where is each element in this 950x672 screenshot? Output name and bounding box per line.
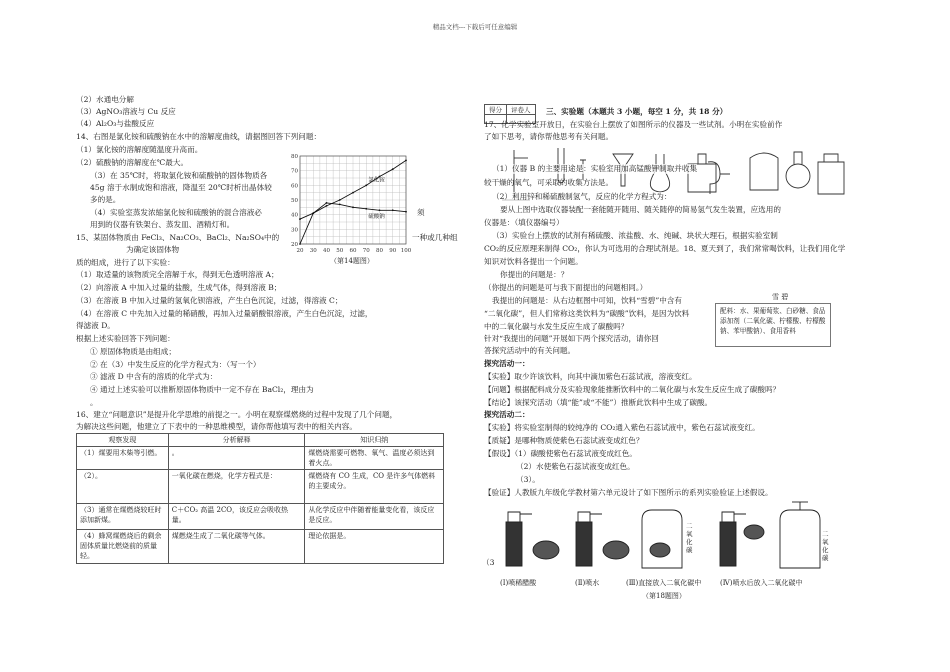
page-header: 精品文档---下载后可任意编辑 bbox=[432, 23, 518, 31]
data-point bbox=[352, 192, 354, 194]
data-point bbox=[365, 208, 367, 210]
text-line: 质的组成，进行了以下实验： bbox=[76, 258, 175, 267]
text-line: （1）氯化铵的溶解度随温度升高而。 bbox=[76, 145, 203, 154]
table-cell: 一氧化碳在燃烧，化学方程式是： bbox=[168, 470, 305, 504]
text-line: 较干燥的氧气，可采取的收集方法是。 bbox=[484, 178, 614, 187]
ingredient-box: 配料：水、果葡萄浆、白砂糖、食品添加剂（二氧化碳、柠檬酸、柠檬酸钠、苯甲酸钠）、食用香料 bbox=[715, 303, 831, 347]
x-tick-label: 60 bbox=[349, 248, 357, 254]
spray-bottle-icon bbox=[506, 512, 532, 566]
round-flask-icon bbox=[786, 152, 810, 188]
spray-bottle-icon bbox=[720, 512, 746, 566]
text-line: （1）仪器 B 的主要用途是：实验室用加高锰酸钾制取并收集 bbox=[492, 164, 698, 173]
text-line: 15、某固体物质由 FeCl₃、Na₂CO₃、BaCl₂、Na₂SO₄中的 bbox=[76, 233, 280, 242]
text-line: 针对“我提出的问题”开展如下两个探究活动，请你回 bbox=[484, 334, 659, 343]
paper-flower-icon bbox=[603, 541, 629, 559]
reagent-bottle-icon bbox=[818, 154, 844, 194]
text-line: 探究活动二： bbox=[484, 410, 530, 419]
data-point bbox=[405, 211, 407, 213]
table-cell: （1）煤要用木柴等引燃。 bbox=[77, 447, 169, 470]
score-cell: 得分 bbox=[485, 105, 507, 115]
y-tick-label: 80 bbox=[291, 154, 298, 160]
text-line: （2）向溶液 A 中加入过量的盐酸，生成气体，得到溶液 B； bbox=[76, 283, 282, 292]
y-tick-label: 20 bbox=[291, 242, 298, 248]
experiment-caption: (Ⅲ)直接放入二氧化碳中 bbox=[626, 579, 702, 587]
score-cell: 评卷人 bbox=[507, 105, 536, 115]
text-line: （3）实验台上摆放的试剂有稀硫酸、浓盐酸、水、纯碱、块状大理石，根据实验室制 bbox=[492, 231, 778, 240]
x-tick-label: 20 bbox=[296, 248, 304, 254]
text-line: 【质疑】是哪种物质使紫色石蕊试液变成红色？ bbox=[484, 436, 644, 445]
text-line: （4）在溶液 C 中先加入过量的稀硝酸，再加入过量硝酸银溶液，产生白色沉淀，过滤， bbox=[76, 309, 373, 318]
gas-label: 二氧化碳 bbox=[822, 530, 829, 562]
table-header: 观察发现 bbox=[77, 434, 169, 447]
text-line: 仪器是：（填仪器编号） bbox=[484, 218, 564, 227]
text-line: 16、建立“问题意识”是提升化学思维的前提之一。小明在观察煤燃烧的过程中发现了几个问题， bbox=[76, 410, 398, 419]
text-line: 【假设】（1）碳酸使紫色石蕊试液变成红色。 bbox=[484, 449, 637, 458]
side-text: 一种或几种组 bbox=[412, 233, 458, 242]
observation-table bbox=[76, 433, 444, 564]
table-cell: 煤燃烧生成了二氧化碳等气体。 bbox=[168, 530, 305, 564]
text-line: 为确定该固体物 bbox=[126, 245, 180, 254]
table-row bbox=[77, 470, 444, 504]
text-line: 45g 溶于水制成饱和溶液，降温至 20℃时析出晶体较 bbox=[90, 183, 272, 192]
gas-jar-icon bbox=[750, 153, 778, 190]
experiment-caption: (Ⅱ)喷水 bbox=[575, 579, 600, 587]
paper-flower-icon bbox=[744, 525, 764, 539]
data-point bbox=[365, 184, 367, 186]
text-line: 。 bbox=[90, 398, 98, 407]
text-line: （3）在 35℃时，将取氯化铵和硫酸钠的固体物质各 bbox=[90, 171, 268, 180]
x-tick-label: 70 bbox=[362, 248, 370, 254]
text-line: 【结论】该探究活动（填“能”或“不能”）推断此饮料中生成了碳酸。 bbox=[484, 398, 713, 407]
ingredient-title: 雪 碧 bbox=[772, 293, 789, 301]
x-tick-label: 30 bbox=[309, 248, 317, 254]
table-header-row bbox=[77, 434, 444, 447]
text-line: 知识对饮料各提出一个问题。 bbox=[484, 257, 583, 266]
x-tick-label: 100 bbox=[400, 248, 412, 254]
chart-caption: （第14题图） bbox=[330, 257, 374, 265]
series-label: 氯化铵 bbox=[368, 177, 385, 184]
y-tick-label: 60 bbox=[291, 183, 298, 190]
table-cell: （3）通常在煤燃烧较旺时添加新煤。 bbox=[77, 504, 169, 530]
table-cell: （2）。 bbox=[77, 470, 169, 504]
table-row bbox=[77, 447, 444, 470]
data-point bbox=[392, 168, 394, 170]
text-line: 我提出的问题是：从右边框图中可知，饮料“雪碧”中含有 bbox=[492, 296, 683, 305]
text-line: 根据上述实验回答下列问题： bbox=[76, 334, 175, 343]
data-point bbox=[405, 160, 407, 162]
text-line: “二氧化碳”，但人们常称这类饮料为“碳酸”饮料，是因为饮料 bbox=[484, 309, 690, 318]
text-line: CO₂的反应原理来制得 CO₂，你认为可选用的合理试剂是。18、夏天到了，我们常常喝饮料，让我们用化学 bbox=[484, 244, 846, 253]
text-line: 中的二氧化碳与水发生反应生成了碳酸吗？ bbox=[484, 322, 629, 331]
x-tick-label: 80 bbox=[376, 248, 383, 254]
text-line: （2）水使紫色石蕊试液变成红色。 bbox=[516, 462, 635, 471]
paper-flower-icon bbox=[533, 541, 559, 559]
data-point bbox=[299, 218, 301, 220]
text-line: ② 在（3）中发生反应的化学方程式为：（写一个） bbox=[90, 360, 261, 369]
text-line: （2）水通电分解 bbox=[76, 95, 134, 104]
text-line: （2）硫酸钠的溶解度在℃最大。 bbox=[76, 158, 189, 167]
x-tick-label: 50 bbox=[336, 248, 344, 254]
text-line: （你提出的问题是可与我下面提出的问题相同。） bbox=[484, 283, 648, 292]
chart-grid bbox=[300, 156, 406, 244]
y-tick-label: 30 bbox=[291, 227, 298, 234]
figure-caption: （第18题图） bbox=[642, 592, 686, 600]
text-line: （1）取适量的该物质完全溶解于水，得到无色透明溶液 A； bbox=[76, 270, 279, 279]
table-cell: （4）蜂窝煤燃烧后的剩余固体质量比燃烧前的质量轻。 bbox=[77, 530, 169, 564]
table-cell: 。 bbox=[168, 447, 305, 470]
data-point bbox=[312, 212, 314, 214]
text-line: （4）实验室蒸发浓缩氯化铵和硫酸钠的混合溶液必 bbox=[90, 208, 262, 217]
side-text: 须 bbox=[417, 208, 425, 217]
separatory-funnel-icon bbox=[708, 162, 730, 194]
y-tick-label: 70 bbox=[291, 168, 298, 175]
text-line: 你提出的问题是：？ bbox=[500, 270, 569, 279]
text-line: 要从上图中选取仪器装配一套能随开随用、随关随停的简易氢气发生装置，应选用的 bbox=[500, 205, 781, 214]
text-line: 【实验】将实验室制得的较纯净的 CO₂通入紫色石蕊试液中，紫色石蕊试液变红。 bbox=[484, 423, 760, 432]
solubility-chart bbox=[284, 150, 416, 260]
text-line: ① 原固体物质是由组成； bbox=[90, 347, 176, 356]
text-line: 多的是。 bbox=[90, 195, 121, 204]
data-point bbox=[339, 204, 341, 206]
section-title: 三、实验题（本题共 3 小题，每空 1 分，共 18 分） bbox=[546, 107, 728, 116]
table-cell: 煤燃烧有 CO 生成，CO 是许多气体燃料的主要成分。 bbox=[305, 470, 444, 504]
data-point bbox=[326, 202, 328, 204]
table-header: 分析解释 bbox=[168, 434, 305, 447]
table-cell: 煤燃烧需要可燃物、氧气、温度必须达到着火点。 bbox=[305, 447, 444, 470]
text-line: 得滤液 D。 bbox=[76, 321, 115, 330]
text-line: （2）利用锌和稀硫酸制氢气，反应的化学方程式为： bbox=[492, 192, 672, 201]
text-line: （3）AgNO₃溶液与 Cu 反应 bbox=[76, 107, 176, 116]
data-point bbox=[326, 205, 328, 207]
experiment-caption: (Ⅰ)喷稀醋酸 bbox=[500, 579, 537, 587]
text-line: 【实验】取少许该饮料，向其中滴加紫色石蕊试液，溶液变红。 bbox=[484, 372, 697, 381]
series-label: 硫酸钠 bbox=[368, 213, 385, 220]
text-line: 17、化学实验室开放日，在实验台上摆放了如图所示的仪器及一些试剂。小明在实验前作 bbox=[484, 120, 783, 129]
text-line: （3）。 bbox=[516, 475, 540, 484]
table-row bbox=[77, 530, 444, 564]
text-line: ③ 滤液 D 中含有的溶质的化学式为： bbox=[90, 372, 218, 381]
text-line: 了如下思考，请你帮他思考有关问题。 bbox=[484, 132, 614, 141]
data-point bbox=[299, 243, 301, 245]
text-line: 答探究活动中的有关问题。 bbox=[484, 346, 576, 355]
x-tick-label: 40 bbox=[323, 248, 330, 254]
table-cell: 从化学反应中伴随着能量变化看，该反应是反应。 bbox=[305, 504, 444, 530]
side-text: （3 bbox=[482, 558, 495, 567]
x-tick-label: 90 bbox=[389, 248, 397, 254]
data-point bbox=[352, 206, 354, 208]
gas-label: 二氧化碳 bbox=[686, 522, 693, 554]
data-point bbox=[379, 209, 381, 211]
data-point bbox=[392, 209, 394, 211]
table-header: 知识归纳 bbox=[305, 434, 444, 447]
text-line: （4）Al₂O₃与盐酸反应 bbox=[76, 119, 155, 128]
data-point bbox=[339, 199, 341, 201]
text-line: 14、右图是氯化铵和硫酸钠在水中的溶解度曲线，请据图回答下列问题： bbox=[76, 132, 322, 141]
table-cell: 理论依据是。 bbox=[305, 530, 444, 564]
table-row bbox=[77, 504, 444, 530]
gas-jar-icon bbox=[642, 510, 682, 568]
text-line: （3）在溶液 B 中加入过量的氢氧化钡溶液，产生白色沉淀，过滤，得溶液 C； bbox=[76, 296, 343, 305]
text-line: 为解决这些问题，他建立了下表中的一种思维模型，请你帮他填写表中的相关内容。 bbox=[76, 422, 357, 431]
experiment-caption: (Ⅳ)喷水后放入二氧化碳中 bbox=[720, 579, 803, 587]
text-line: 用到的仪器有铁架台、蒸发皿、酒精灯和。 bbox=[90, 220, 235, 229]
y-tick-label: 40 bbox=[291, 212, 298, 219]
text-line: ④ 通过上述实验可以推断原固体物质中一定不存在 BaCl₂，理由为 bbox=[90, 385, 314, 394]
text-line: 【验证】人教版九年级化学教材第六单元设计了如下图所示的系列实验验证上述假设。 bbox=[484, 488, 773, 497]
table-cell: C＋CO₂ 高温 2CO，该反应会吸收热量。 bbox=[168, 504, 305, 530]
y-tick-label: 50 bbox=[291, 198, 298, 204]
text-line: 【问题】根据配料成分及实验现象能推断饮料中的二氧化碳与水发生反应生成了碳酸吗？ bbox=[484, 385, 781, 394]
text-line: 探究活动一： bbox=[484, 359, 530, 368]
spray-bottle-icon bbox=[576, 512, 602, 566]
experiment-figure bbox=[492, 500, 838, 574]
gas-jar-icon bbox=[780, 502, 820, 568]
